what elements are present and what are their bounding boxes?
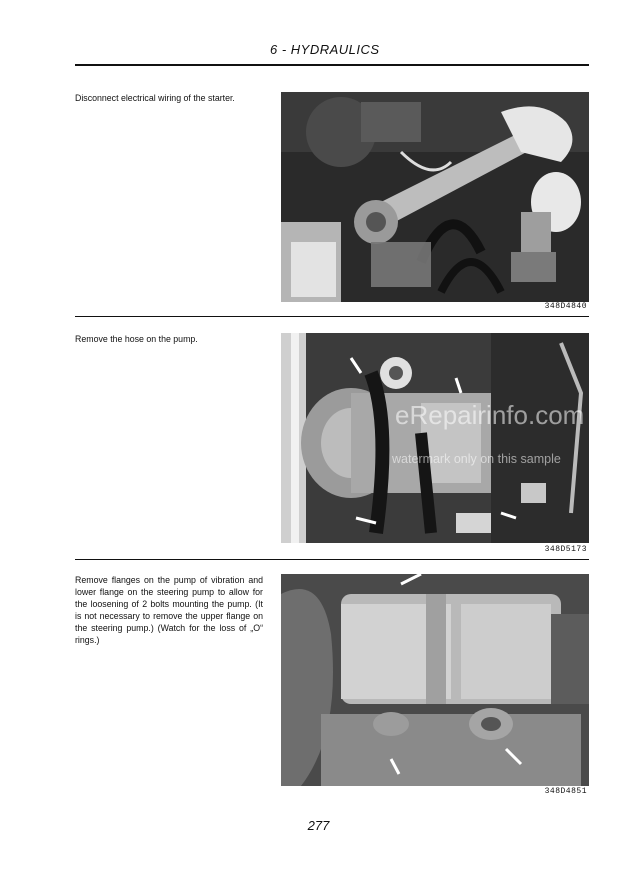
page-number: 277: [307, 818, 330, 833]
step-2-text: Remove the hose on the pump.: [75, 334, 198, 344]
divider-2: [75, 559, 589, 560]
divider-1: [75, 316, 589, 317]
watermark-note: watermark only on this sample: [392, 452, 561, 466]
watermark-site: eRepairinfo.com: [395, 400, 585, 430]
step-1-text: Disconnect electrical wiring of the starter.: [75, 93, 235, 103]
section-title: 6 - HYDRAULICS: [270, 42, 380, 57]
header-rule: [75, 64, 589, 66]
image-code-2: 348D5173: [544, 545, 587, 554]
image-code-3: 348D4851: [544, 787, 587, 796]
pump-flanges-photo: [281, 574, 589, 786]
pump-hose-photo: [281, 333, 589, 543]
image-code-1: 348D4840: [544, 302, 587, 311]
starter-wiring-photo: [281, 92, 589, 302]
step-3-text: Remove flanges on the pump of vibration and lower flange on the steering pump to allow for the loosening of 2 bolts mounting the pump. (It is not necessary to remove the upper flange on the steering pump.) (Watch for the loss of „O“ rings.): [75, 575, 263, 645]
